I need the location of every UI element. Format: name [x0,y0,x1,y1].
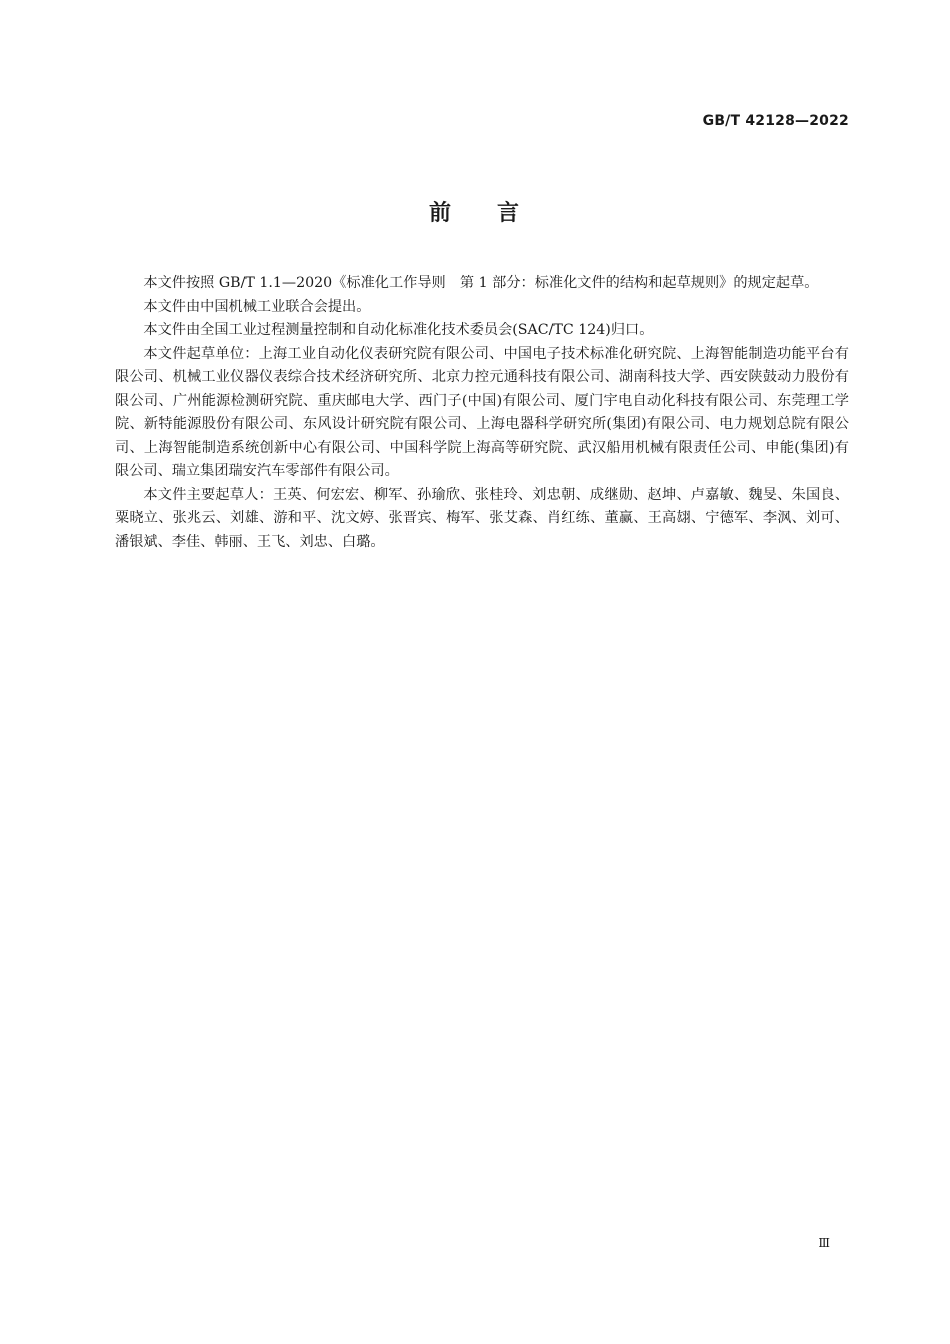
paragraph-drafting-rules: 本文件按照 GB/T 1.1—2020《标准化工作导则 第 1 部分：标准化文件的结构和起草规则》的规定起草。 [143,275,819,291]
title-char-1: 前 [428,201,453,226]
paragraph-main-drafters: 本文件主要起草人：王英、何宏宏、柳军、孙瑜欣、张桂玲、刘忠朝、成继勋、赵坤、卢嘉敏、魏旻、朱国良、粟晓立、张兆云、刘雄、游和平、沈文婷、张晋宾、梅军、张艾森、肖红练、董赢、王高翃、宁德军、李沨、刘可、潘银斌、李佳、韩丽、王飞、刘忠、白璐。 [115,486,849,550]
standard-number: GB/T 42128—2022 [702,113,849,129]
page-title [0,196,950,227]
page-number: Ⅲ [818,1236,830,1250]
title-char-2: 言 [497,201,522,226]
foreword-body [115,272,849,554]
paragraph-proposed-by: 本文件由中国机械工业联合会提出。 [143,298,371,315]
paragraph-under-jurisdiction: 本文件由全国工业过程测量控制和自动化标准化技术委员会(SAC/TC 124)归口。 [143,322,654,338]
paragraph-drafting-units: 本文件起草单位：上海工业自动化仪表研究院有限公司、中国电子技术标准化研究院、上海智能制造功能平台有限公司、机械工业仪器仪表综合技术经济研究所、北京力控元通科技有限公司、湖南科技大学、西安陕鼓动力股份有限公司、广州能源检测研究院、重庆邮电大学、西门子(中国)有限公司、厦门宇电自动化科技有限公司、东莞理工学院、新特能源股份有限公司、东风设计研究院有限公司、上海电器科学研究所(集团)有限公司、电力规划总院有限公司、上海智能制造系统创新中心有限公司、中国科学院上海高等研究院、武汉船用机械有限责任公司、申能(集团)有限公司、瑞立集团瑞安汽车零部件有限公司。 [115,345,849,479]
